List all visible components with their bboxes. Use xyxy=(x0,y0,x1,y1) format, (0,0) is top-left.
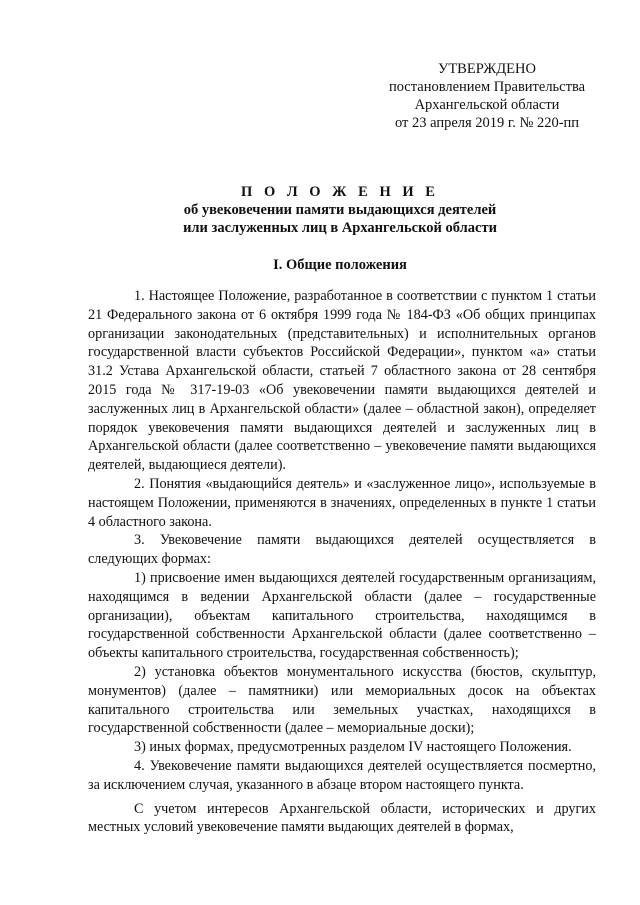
paragraph-4-continuation: С учетом интересов Архангельской области, исторических и других местных условий увековечение памяти выдающих деятелей в формах, xyxy=(88,800,596,836)
approval-line-resolution: постановлением Правительства xyxy=(388,79,586,95)
approval-line-approved: УТВЕРЖДЕНО xyxy=(438,61,536,77)
paragraph-3: 3. Увековечение памяти выдающихся деятелей осуществляется в следующих формах: xyxy=(88,532,596,568)
paragraph-3-item-1: 1) присвоение имен выдающихся деятелей государственным организациям, находящимся в ведении Архангельской области (далее – государственные организации), объектам капитального строительства, находящимся в государственной собственности Архангельской области (далее соответственно – объекты капитального строительства, государственная собственность); xyxy=(88,569,596,662)
paragraph-4: 4. Увековечение памяти выдающихся деятелей осуществляется посмертно, за исключением случая, указанного в абзаце втором настоящего пункта. xyxy=(88,757,596,793)
title-heading: П О Л О Ж Е Н И Е xyxy=(241,184,439,200)
paragraph-2: 2. Понятия «выдающийся деятель» и «заслуженное лицо», используемые в настоящем Положении, применяются в значениях, определенных в пункте 1 статьи 4 областного закона. xyxy=(88,475,596,530)
title-subtitle-line1: об увековечении памяти выдающихся деятелей xyxy=(183,202,497,218)
paragraph-3-item-3: 3) иных формах, предусмотренных разделом IV настоящего Положения. xyxy=(134,739,572,756)
document-title xyxy=(40,183,640,237)
approval-line-region: Архангельской области xyxy=(414,97,560,113)
approval-line-date: от 23 апреля 2019 г. № 220-пп xyxy=(394,115,580,131)
paragraph-3-item-2: 2) установка объектов монументального искусства (бюстов, скульптур, монументов) (далее – памятники) или мемориальных досок на объектах капитального строительства или земельных участках, находящихся в государственной собственности (далее – мемориальные доски); xyxy=(88,663,596,737)
section-title: I. Общие положения xyxy=(273,257,407,273)
paragraph-1: 1. Настоящее Положение, разработанное в соответствии с пунктом 1 статьи 21 Федерального закона от 6 октября 1999 года № 184-ФЗ «Об общих принципах организации законодательных (представительных) и исполнительных органов государственной власти субъектов Российской Федерации», пунктом «а» статьи 31.2 Устава Архангельской области, статьей 7 областного закона от 28 сентября 2015 года № 317-19-03 «Об увековечении памяти выдающихся деятелей и заслуженных лиц в Архангельской области» (далее – областной закон), определяет порядок увековечения памяти выдающихся деятелей и заслуженных лиц в Архангельской области (далее соответственно – увековечение памяти выдающихся деятелей, выдающиеся деятели). xyxy=(88,288,596,474)
title-subtitle-line2: или заслуженных лиц в Архангельской области xyxy=(183,220,497,236)
document-body xyxy=(88,287,596,837)
approval-stamp xyxy=(372,60,602,132)
